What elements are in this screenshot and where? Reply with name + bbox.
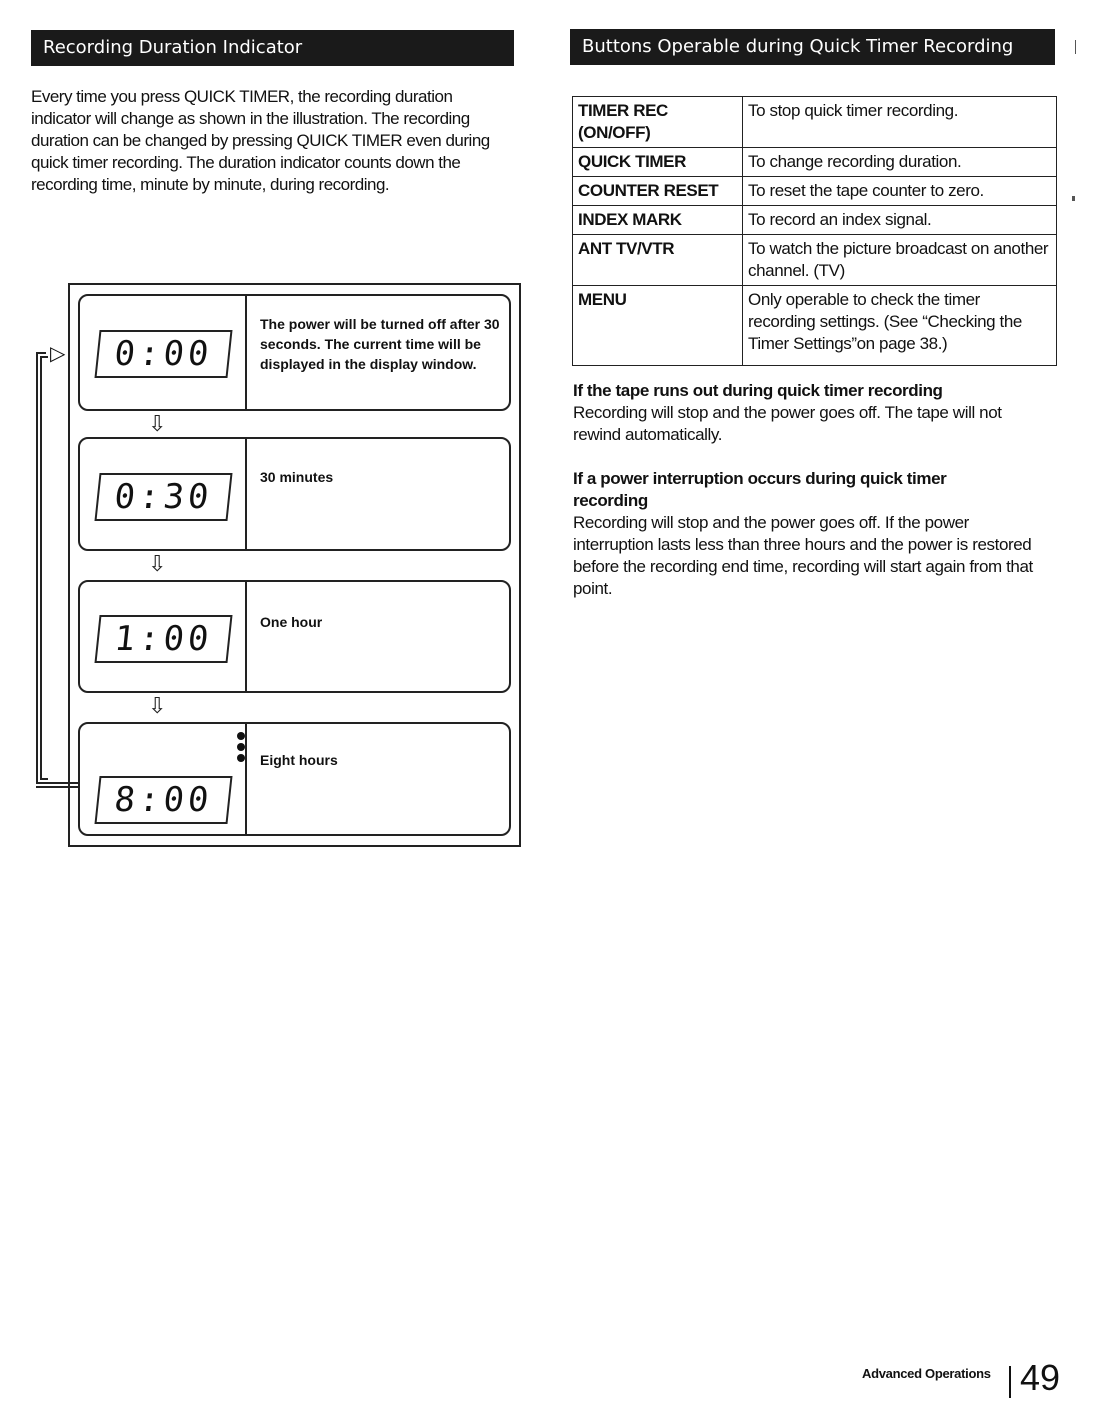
stage-caption: One hour bbox=[260, 614, 323, 630]
button-description-cell: To watch the picture broadcast on another channel. (TV) bbox=[743, 235, 1057, 286]
buttons-table bbox=[572, 96, 1057, 366]
button-name-cell: TIMER REC (ON/OFF) bbox=[573, 97, 743, 148]
table-row bbox=[573, 97, 1057, 148]
stage-0-00 bbox=[78, 294, 511, 411]
button-name-cell: MENU bbox=[573, 286, 743, 366]
section-title-buttons-operable: Buttons Operable during Quick Timer Recording bbox=[570, 29, 1055, 65]
note-heading: If a power interruption occurs during quick timer recording bbox=[573, 469, 947, 510]
down-arrow-icon: ⇩ bbox=[148, 411, 167, 436]
down-arrow-icon: ⇩ bbox=[148, 693, 167, 718]
button-name-cell: INDEX MARK bbox=[573, 206, 743, 235]
table-row bbox=[573, 148, 1057, 177]
intro-paragraph: Every time you press QUICK TIMER, the recording duration indicator will change as shown in the illustration. The recording duration can be changed by pressing QUICK TIMER even during quick timer recording. The duration indicator counts down the recording time, minute by minute, during recording. bbox=[31, 87, 490, 194]
stage-0-30 bbox=[78, 437, 511, 551]
button-name-cell: QUICK TIMER bbox=[573, 148, 743, 177]
page-number: 49 bbox=[1020, 1357, 1061, 1398]
button-description-cell: To stop quick timer recording. bbox=[743, 97, 1057, 148]
footer-divider bbox=[1009, 1366, 1011, 1398]
stage-caption: The power will be turned off after 30 seconds. The current time will be displayed in the display window. bbox=[260, 316, 500, 372]
scan-mark bbox=[1075, 40, 1076, 54]
note-tape-runs-out bbox=[573, 380, 1053, 446]
stage-8-00 bbox=[78, 722, 511, 836]
table-row bbox=[573, 206, 1057, 235]
table-row bbox=[573, 286, 1057, 366]
note-heading: If the tape runs out during quick timer recording bbox=[573, 381, 943, 400]
button-name-cell: COUNTER RESET bbox=[573, 177, 743, 206]
note-power-interruption bbox=[573, 468, 1053, 600]
loop-bottom-connector bbox=[36, 782, 80, 788]
stage-caption: Eight hours bbox=[260, 752, 338, 768]
section-title-recording-duration: Recording Duration Indicator bbox=[31, 30, 514, 66]
lcd-display: 1:00 bbox=[94, 615, 232, 663]
stage-caption: 30 minutes bbox=[260, 469, 334, 485]
ellipsis-dots-icon bbox=[237, 732, 251, 765]
button-description-cell: To reset the tape counter to zero. bbox=[743, 177, 1057, 206]
note-body: Recording will stop and the power goes off. The tape will not rewind automatically. bbox=[573, 403, 1002, 444]
loop-return-line-inner bbox=[40, 356, 48, 780]
table-row bbox=[573, 177, 1057, 206]
scan-mark bbox=[1072, 196, 1075, 201]
lcd-display: 0:30 bbox=[94, 473, 232, 521]
button-description-cell: To record an index signal. bbox=[743, 206, 1057, 235]
button-name-cell: ANT TV/VTR bbox=[573, 235, 743, 286]
note-body: Recording will stop and the power goes off. If the power interruption lasts less than three hours and the power is restored before the recording end time, recording will start again from that point. bbox=[573, 513, 1033, 598]
button-description-cell: To change recording duration. bbox=[743, 148, 1057, 177]
footer-section-label: Advanced Operations bbox=[862, 1366, 991, 1381]
button-description-cell: Only operable to check the timer recording settings. (See “Checking the Timer Settings”on page 38.) bbox=[743, 286, 1057, 366]
loop-arrow-icon: ▷ bbox=[50, 343, 66, 365]
down-arrow-icon: ⇩ bbox=[148, 551, 167, 576]
lcd-display: 8:00 bbox=[94, 776, 232, 824]
table-row bbox=[573, 235, 1057, 286]
lcd-display: 0:00 bbox=[94, 330, 232, 378]
stage-1-00 bbox=[78, 580, 511, 693]
